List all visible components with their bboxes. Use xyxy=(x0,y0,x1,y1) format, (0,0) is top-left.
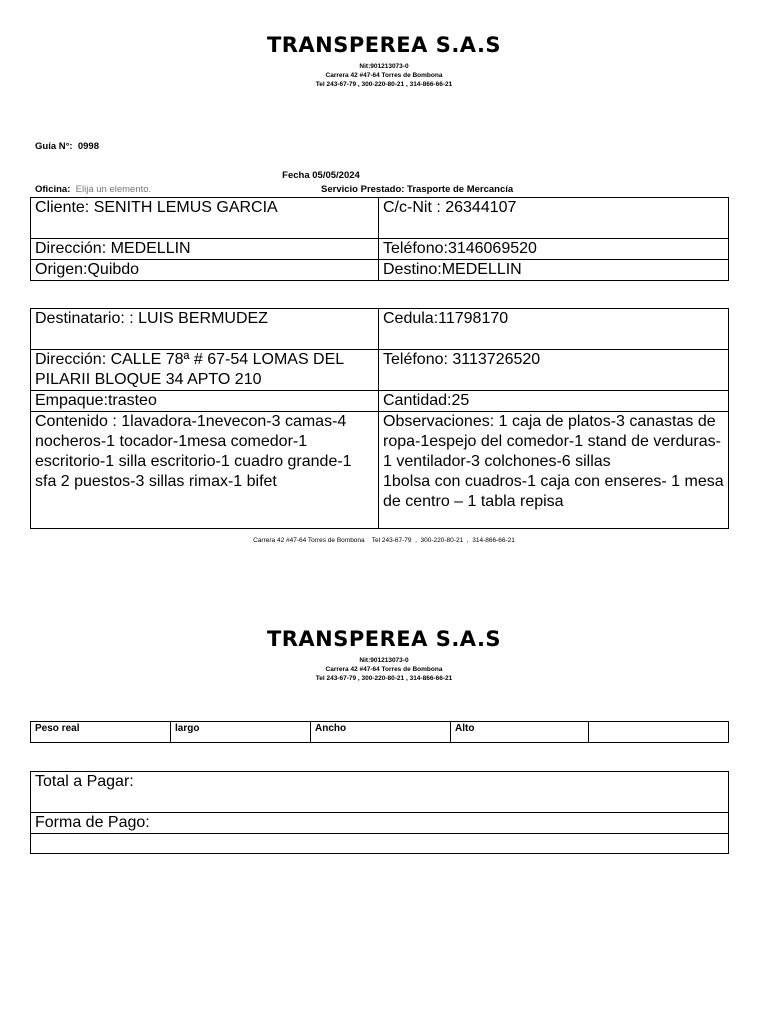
company-phones: Tel 243-67-79 , 300-220-80-21 , 314-866-66-21 xyxy=(315,81,453,88)
observations-line-1: Observaciones: 1 caja de platos-3 canastas de ropa-1espejo del comedor-1 stand de verduras-1 ventilador-3 colchones-6 sillas xyxy=(383,413,721,470)
guide-value: 0998 xyxy=(77,141,99,152)
payment-empty-row xyxy=(31,834,729,854)
observations-line-2: 1bolsa con cuadros-1 caja con enseres- 1 mesa de centro – 1 tabla repisa xyxy=(383,473,724,510)
office-select-placeholder[interactable]: Elija un elemento. xyxy=(75,184,152,195)
empty-cell xyxy=(589,722,729,743)
quantity: Cantidad:25 xyxy=(379,391,729,412)
recipient-address: Dirección: CALLE 78ª # 67-54 LOMAS DEL PILARII BLOQUE 34 APTO 210 xyxy=(31,350,379,391)
client-address: Dirección: MEDELLIN xyxy=(31,239,379,260)
origin: Origen:Quibdo xyxy=(31,260,379,281)
recipient-table xyxy=(30,308,729,529)
client-phone: Teléfono:3146069520 xyxy=(379,239,729,260)
date: Fecha 05/05/2024 xyxy=(282,170,360,181)
recipient-id: Cedula:11798170 xyxy=(379,309,729,350)
weight-label: Peso real xyxy=(31,722,171,743)
client-table xyxy=(30,197,729,281)
company-name: TRANSPEREA S.A.S xyxy=(266,33,502,57)
company-phones-2: Tel 243-67-79 , 300-220-80-21 , 314-866-66-21 xyxy=(315,675,453,682)
company-address-2: Carrera 42 #47-64 Torres de Bombona xyxy=(325,666,443,673)
width-label: Ancho xyxy=(311,722,451,743)
recipient-name: Destinatario: : LUIS BERMUDEZ xyxy=(31,309,379,350)
office-label: Oficina: xyxy=(35,184,71,195)
length-label: largo xyxy=(171,722,311,743)
payment-table xyxy=(30,771,729,854)
height-label: Alto xyxy=(451,722,589,743)
company-address: Carrera 42 #47-64 Torres de Bombona xyxy=(325,72,443,79)
company-name-2: TRANSPEREA S.A.S xyxy=(266,627,502,651)
office-field[interactable] xyxy=(35,184,151,195)
guide-label: Guía N°: xyxy=(35,141,73,152)
destination: Destino:MEDELLIN xyxy=(379,260,729,281)
packaging: Empaque:trasteo xyxy=(31,391,379,412)
client-name: Cliente: SENITH LEMUS GARCIA xyxy=(31,198,379,239)
observations xyxy=(379,412,729,529)
service-provided: Servicio Prestado: Trasporte de Mercancía xyxy=(321,184,514,195)
contents: Contenido : 1lavadora-1nevecon-3 camas-4 nocheros-1 tocador-1mesa comedor-1 escritorio-1 silla escritorio-1 cuadro grande-1 sfa 2 puestos-3 sillas rimax-1 bifet xyxy=(31,412,379,529)
recipient-phone: Teléfono: 3113726520 xyxy=(379,350,729,391)
payment-method: Forma de Pago: xyxy=(31,813,729,834)
company-nit-2: Nit:901213073-0 xyxy=(359,657,409,664)
client-nit: C/c-Nit : 26344107 xyxy=(379,198,729,239)
company-nit: Nit:901213073-0 xyxy=(359,63,409,70)
guide-number xyxy=(35,141,99,152)
total-to-pay: Total a Pagar: xyxy=(31,772,729,813)
dimensions-table xyxy=(30,721,729,743)
footer-address-line: Carrera 42 #47-64 Torres de Bombona Tel 243-67-79 , 300-220-80-21 , 314-866-66-21 xyxy=(253,537,515,544)
